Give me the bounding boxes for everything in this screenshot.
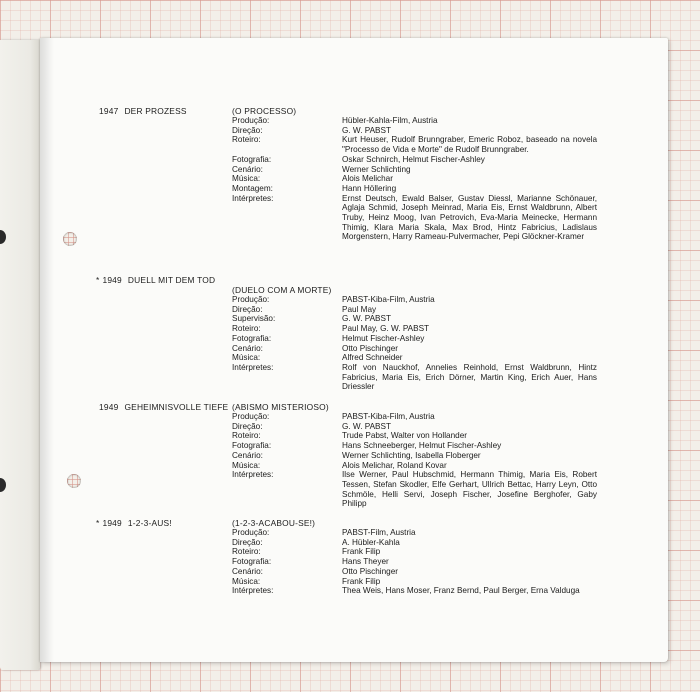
- credit-row: [232, 461, 597, 471]
- punch-hole-lower: [67, 474, 81, 488]
- facing-page-edge: [0, 40, 40, 670]
- film-title: GEHEIMNISVOLLE TIEFE: [124, 402, 229, 412]
- film-title: DER PROZESS: [124, 106, 187, 116]
- credit-role: Intérpretes:: [232, 193, 274, 203]
- film-heading: [96, 106, 187, 116]
- credit-value: PABST-Kiba-Film, Austria: [342, 412, 435, 421]
- credit-role: Direção:: [232, 537, 263, 547]
- credit-role: Produção:: [232, 412, 270, 421]
- credits-list: [232, 412, 597, 509]
- credit-value: Otto Pischinger: [342, 343, 398, 353]
- credit-value: Helmut Fischer-Ashley: [342, 333, 425, 343]
- credit-row: [232, 577, 597, 587]
- credit-role: Direção:: [232, 304, 263, 314]
- credit-row: [232, 194, 597, 243]
- credit-role: Montagem:: [232, 183, 273, 193]
- credit-row: [232, 155, 597, 165]
- film-title: DUELL MIT DEM TOD: [127, 275, 216, 285]
- credit-row: [232, 538, 597, 548]
- credit-row: [232, 344, 597, 354]
- credit-role: Fotografia:: [232, 557, 272, 567]
- credits-list: [232, 528, 597, 596]
- credit-role: Música:: [232, 460, 261, 470]
- credit-role: Música:: [232, 174, 261, 184]
- film-year: 1949: [102, 275, 122, 285]
- credit-role: Direção:: [232, 421, 263, 431]
- credit-value: Rolf von Nauckhof, Annelies Reinhold, Ernst Waldbrunn, Hintz Fabricius, Maria Eis, Erich Dörner, Martin King, Erich Auer, Hans Driessler: [342, 362, 597, 392]
- credit-role: Roteiro:: [232, 135, 261, 145]
- credit-row: [232, 126, 597, 136]
- film-marker: *: [96, 275, 100, 285]
- credit-row: [232, 547, 597, 557]
- credit-value: Frank Filip: [342, 576, 381, 586]
- credit-value: Alfred Schneider: [342, 353, 403, 363]
- credit-role: Fotografia:: [232, 441, 272, 451]
- credit-value: PABST-Kiba-Film, Austria: [342, 295, 435, 304]
- credit-value: PABST-Film, Austria: [342, 528, 416, 537]
- credits-list: [232, 295, 597, 392]
- credit-value: Alois Melichar: [342, 174, 393, 184]
- credit-role: Cenário:: [232, 566, 263, 576]
- credit-role: Fotografia:: [232, 154, 272, 164]
- film-title: 1-2-3-AUS!: [127, 518, 172, 528]
- document-page: [40, 38, 668, 662]
- credit-row: [232, 165, 597, 175]
- credit-row: [232, 586, 597, 596]
- credit-role: Música:: [232, 353, 261, 363]
- credit-value: Hübler-Kahla-Film, Austria: [342, 116, 438, 125]
- credit-role: Fotografia:: [232, 333, 272, 343]
- credit-value: Paul May, G. W. PABST: [342, 324, 430, 334]
- credit-row: [232, 116, 597, 126]
- credit-value: Kurt Heuser, Rudolf Brunngraber, Emeric Roboz, baseado na novela "Processo de Vida e Morte" de Rudolf Brunngraber.: [342, 135, 597, 155]
- credit-role: Produção:: [232, 528, 270, 537]
- credit-role: Roteiro:: [232, 547, 261, 557]
- portuguese-title: (DUELO COM A MORTE): [232, 285, 332, 295]
- credit-row: [232, 174, 597, 184]
- spine-shadow: [40, 38, 54, 662]
- film-marker: *: [96, 518, 100, 528]
- credit-row: [232, 314, 597, 324]
- credit-role: Intérpretes:: [232, 470, 274, 480]
- credit-row: [232, 528, 597, 538]
- credit-value: Thea Weis, Hans Moser, Franz Bernd, Paul Berger, Erna Valduga: [342, 586, 580, 596]
- film-year: 1949: [102, 518, 122, 528]
- credit-row: [232, 184, 597, 194]
- portuguese-title: (1-2-3-ACABOU-SE!): [232, 518, 316, 528]
- credit-value: Frank Filip: [342, 547, 381, 557]
- credit-row: [232, 422, 597, 432]
- punch-hole-left-lower: [0, 478, 6, 492]
- credit-row: [232, 412, 597, 422]
- credit-role: Supervisão:: [232, 314, 276, 324]
- credit-value: G. W. PABST: [342, 314, 391, 324]
- credit-row: [232, 334, 597, 344]
- credit-value: Trude Pabst, Walter von Hollander: [342, 431, 467, 441]
- credit-row: [232, 363, 597, 392]
- credit-role: Produção:: [232, 116, 270, 125]
- credits-list: [232, 116, 597, 242]
- portuguese-title: (ABISMO MISTERIOSO): [232, 402, 329, 412]
- credit-role: Roteiro:: [232, 431, 261, 441]
- film-heading: [96, 275, 215, 285]
- credit-row: [232, 431, 597, 441]
- credit-value: Hann Höllering: [342, 183, 397, 193]
- credit-role: Intérpretes:: [232, 362, 274, 372]
- film-heading: [96, 402, 228, 412]
- credit-value: Otto Pischinger: [342, 566, 398, 576]
- credit-role: Cenário:: [232, 343, 263, 353]
- punch-hole-left-upper: [0, 230, 6, 244]
- film-year: 1947: [99, 106, 119, 116]
- credit-row: [232, 557, 597, 567]
- credit-role: Roteiro:: [232, 324, 261, 334]
- credit-value: Hans Schneeberger, Helmut Fischer-Ashley: [342, 441, 502, 451]
- punch-hole-upper: [63, 232, 77, 246]
- credit-role: Cenário:: [232, 164, 263, 174]
- credit-role: Música:: [232, 576, 261, 586]
- credit-role: Produção:: [232, 295, 270, 304]
- credit-value: Alois Melichar, Roland Kovar: [342, 460, 447, 470]
- film-year: 1949: [99, 402, 119, 412]
- credit-value: G. W. PABST: [342, 421, 391, 431]
- credit-row: [232, 305, 597, 315]
- credit-row: [232, 470, 597, 509]
- credit-value: Oskar Schnirch, Helmut Fischer-Ashley: [342, 154, 485, 164]
- credit-row: [232, 441, 597, 451]
- credit-value: A. Hübler-Kahla: [342, 537, 400, 547]
- credit-value: Ilse Werner, Paul Hubschmid, Hermann Thimig, Maria Eis, Robert Tessen, Stefan Skodler, Elfe Gerhart, Ullrich Bettac, Harry Leyn, Otto Schmöle, Helli Servi, Joseph Fischer, Josefine Berghofer, Gaby Philipp: [342, 470, 597, 509]
- credit-row: [232, 451, 597, 461]
- credit-value: Werner Schlichting: [342, 164, 411, 174]
- film-heading: [96, 518, 172, 528]
- credit-row: [232, 353, 597, 363]
- credit-value: Hans Theyer: [342, 557, 389, 567]
- credit-value: Werner Schlichting, Isabella Floberger: [342, 450, 481, 460]
- credit-value: Ernst Deutsch, Ewald Balser, Gustav Diessl, Marianne Schönauer, Aglaja Schmid, Joseph Meinrad, Maria Eis, Ernst Waldbrunn, Albert Truby, Heinz Moog, Ivan Petrovich, Eva-Maria Meinecke, Hermann Thimig, Klara Maria Skala, Max Brod, Hintz Fabricius, Ladislaus Morgenstern, Harry Rameau-Pulvermacher, Pepi Glöckner-Kramer: [342, 193, 597, 242]
- credit-value: G. W. PABST: [342, 125, 391, 135]
- credit-role: Direção:: [232, 125, 263, 135]
- credit-role: Cenário:: [232, 450, 263, 460]
- credit-row: [232, 324, 597, 334]
- portuguese-title: (O PROCESSO): [232, 106, 297, 116]
- credit-row: [232, 567, 597, 577]
- credit-row: [232, 135, 597, 154]
- credit-role: Intérpretes:: [232, 586, 274, 596]
- credit-value: Paul May: [342, 304, 377, 314]
- credit-row: [232, 295, 597, 305]
